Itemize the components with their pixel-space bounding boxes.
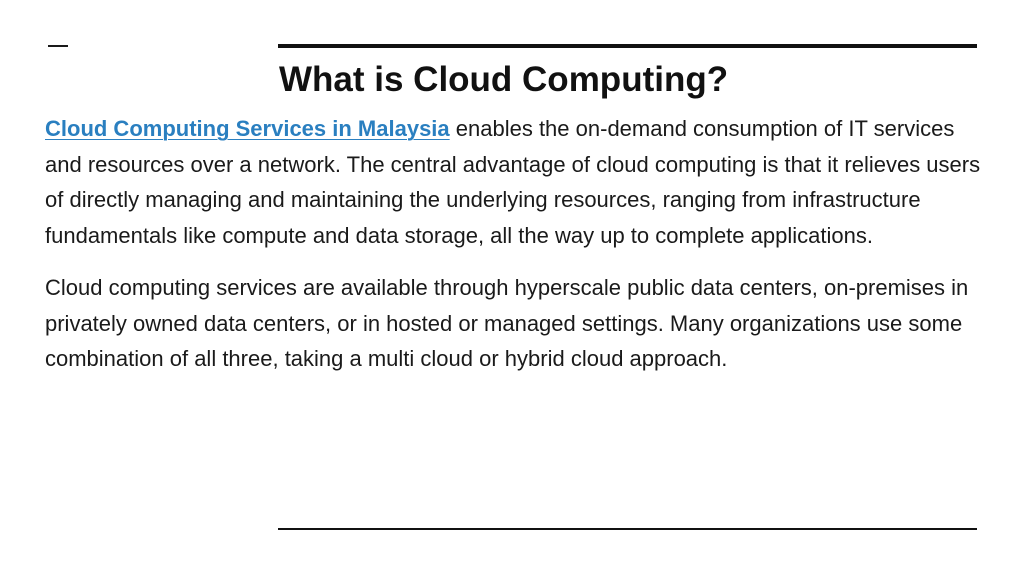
paragraph-2: Cloud computing services are available through hyperscale public data centers, on-premises in privately owned data centers, or in hosted or managed settings. Many organizations use some combination of all three, taking a multi cloud or hybrid cloud approach. bbox=[45, 275, 969, 371]
top-rule-divider bbox=[278, 44, 977, 48]
dash-mark bbox=[48, 45, 68, 47]
slide-body bbox=[45, 111, 985, 377]
paragraph-1 bbox=[45, 111, 985, 253]
slide-title: What is Cloud Computing? bbox=[279, 60, 729, 99]
paragraph-1-text: enables the on-demand consumption of IT services and resources over a network. The central advantage of cloud computing is that it relieves users of directly managing and maintaining the underlying resources, ranging from infrastructure fundamentals like compute and data storage, all the way up to complete applications. bbox=[45, 116, 981, 248]
bottom-rule-divider bbox=[278, 528, 977, 530]
cloud-services-link[interactable]: Cloud Computing Services in Malaysia bbox=[45, 116, 450, 141]
